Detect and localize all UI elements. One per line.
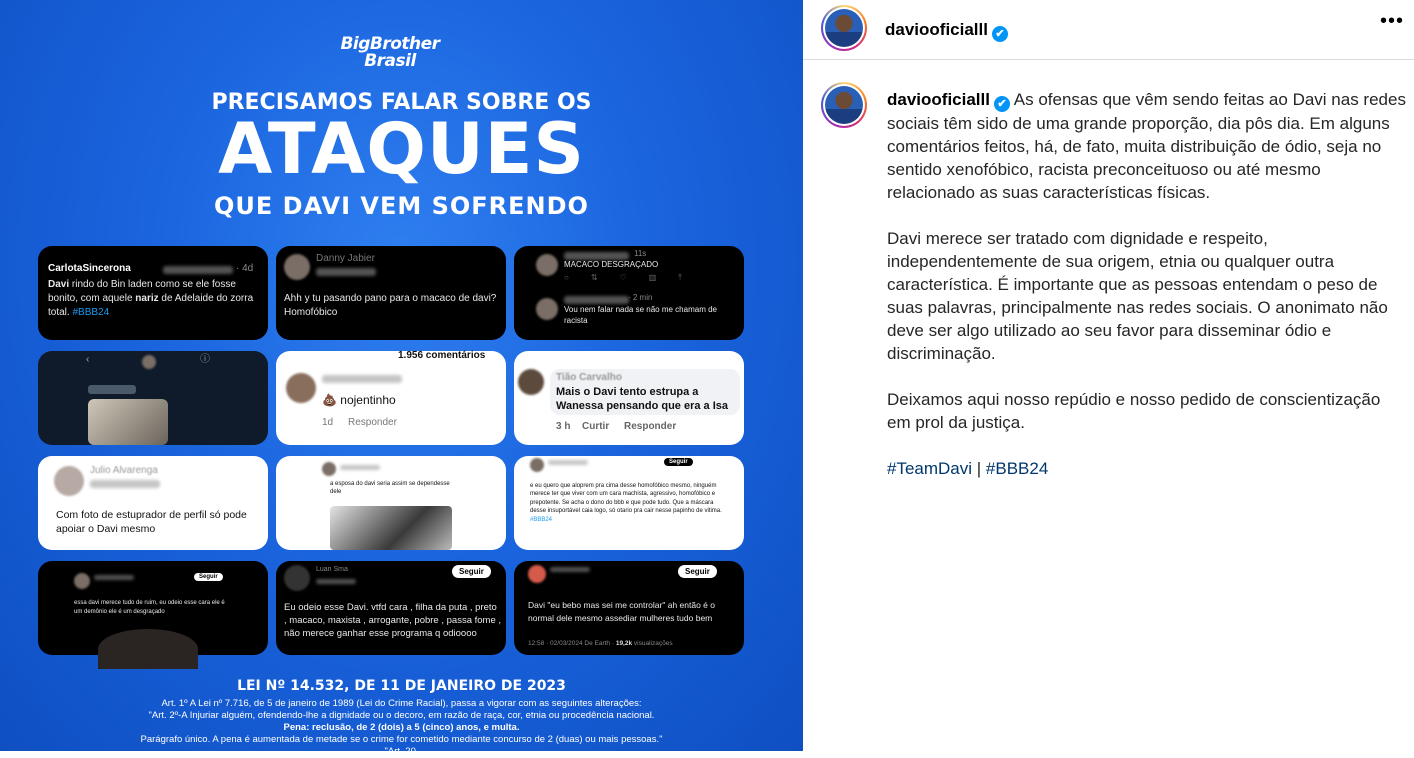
card6-avatar (518, 369, 544, 395)
headline-big: ATAQUES (218, 108, 585, 190)
comment-card-5 (276, 351, 506, 445)
card1-hashtag: #BBB24 (72, 307, 110, 318)
card1-name: CarlotaSincerona (48, 263, 131, 274)
caption-profile-photo (825, 86, 863, 124)
card3-text-2: Vou nem falar nada se não me chamam de racista (564, 305, 717, 325)
card11-follow-button: Seguir (452, 565, 491, 578)
hashtag-bbb24[interactable]: #BBB24 (985, 459, 1049, 478)
card3-avatar-1 (536, 254, 558, 276)
header-avatar[interactable] (821, 5, 867, 51)
post-header (803, 0, 1414, 60)
card3-time-1: 11s (634, 249, 647, 258)
headline-sub: QUE DAVI VEM SOFRENDO (214, 192, 589, 220)
card5-time: 1d (322, 417, 334, 428)
card7-avatar (54, 466, 84, 496)
card1-handle-blur (163, 266, 233, 274)
card2-handle-blur (316, 268, 376, 276)
comment-card-10 (38, 561, 268, 655)
hashtag-teamdavi[interactable]: #TeamDavi (887, 459, 973, 478)
card12-follow-button: Seguir (678, 565, 717, 578)
card6-time: 3 h (556, 421, 571, 432)
comment-card-3 (514, 246, 744, 340)
card9-avatar (530, 458, 544, 472)
card10-text: essa davi merece tudo de ruim, eu odeio esse cara ele é um demônio ele é um desgraçado (74, 600, 225, 615)
card9-text (530, 482, 730, 524)
card12-name-blur (550, 567, 590, 572)
card6-reply: Responder (624, 421, 677, 432)
card2-avatar (284, 254, 310, 280)
card3-time-2: · 2 min (628, 293, 653, 302)
law-line-1: Art. 1º A Lei nº 7.716, de 5 de janeiro de 1989 (Lei do Crime Racial), passa a vigorar com as seguintes alterações: (161, 698, 642, 709)
verified-badge-icon: ✔ (992, 26, 1008, 42)
card4-info-icon: ⓘ (200, 354, 210, 365)
profile-photo (825, 9, 863, 47)
logo-line1: BigBrother (340, 34, 440, 54)
card9-follow-button: Seguir (664, 458, 693, 466)
card8-name-blur (340, 465, 380, 470)
card7-name: Julio Alvarenga (90, 465, 158, 476)
card9-text-content: e eu quero que aloprem pra cima desse homofóbico mesmo, ninguém merece ter que viver com um cara machista, agressivo, homofóbico e prepotente. Se acha o dono do bbb e que pode tudo. Que a máscara desse insuportável caia logo, só otario pra cair nesse papinho de vitima. (530, 483, 722, 515)
card1-text-d: de Adelaide do zorra total. (48, 293, 254, 318)
card12-meta (528, 637, 673, 651)
card4-message-bubble (88, 385, 136, 394)
card1-text-c: nariz (135, 293, 159, 304)
caption-verified-badge-icon: ✔ (994, 96, 1010, 112)
caption-paragraph-3: Deixamos aqui nosso repúdio e nosso pedido de conscientização em prol da justiça. (887, 390, 1381, 432)
card5-name-blur (322, 375, 402, 383)
header-username-link[interactable] (885, 20, 1008, 42)
card6-like: Curtir (582, 421, 610, 432)
comment-card-2 (276, 246, 506, 340)
card12-meta-date: 12:58 · 02/03/2024 De Earth · (528, 640, 615, 647)
headline-top: PRECISAMOS FALAR SOBRE OS (211, 90, 592, 115)
card5-reply: Responder (348, 417, 397, 428)
law-title: LEI Nº 14.532, DE 11 DE JANEIRO DE 2023 (237, 678, 566, 694)
caption-paragraph-1 (887, 88, 1407, 204)
caption-paragraph-2: Davi merece ser tratado com dignidade e respeito, independentemente de sua origem, etnia ou qualquer outra característica. É importante que as pessoas entendam o peso de suas palavras, principalmente nas redes sociais. O anonimato não deve ser algo utilizado ao seu favor para disseminar ódio e discriminação. (887, 229, 1388, 363)
card4-image (88, 399, 168, 445)
card3-name-blur-2 (564, 296, 629, 304)
comment-card-4 (38, 351, 268, 445)
card12-views: 19,2k (615, 640, 633, 647)
card4-back-icon: ‹ (86, 354, 90, 365)
card6-name: Tião Carvalho (556, 372, 622, 383)
comment-card-11 (276, 561, 506, 655)
screenshot-grid (38, 246, 744, 656)
comment-card-8 (276, 456, 506, 550)
post-caption (887, 88, 1407, 503)
logo-line2: Brasil (364, 51, 416, 71)
card3-avatar-2 (536, 298, 558, 320)
caption-text-1: As ofensas que vêm sendo feitas ao Davi nas redes sociais têm sido de uma grande proporção, dia pôs dia. Em alguns comentários feitos, há, de fato, muita distribuição de ódio, seja no sentido xenofóbico, racista preconceituoso ou até mesmo relacionado as suas características físicas. (887, 90, 1406, 202)
comment-card-6 (514, 351, 744, 445)
law-section (0, 678, 803, 758)
caption-hashtags (887, 457, 1407, 480)
header-username[interactable]: daviooficialll (885, 20, 988, 39)
card10-follow-button: Seguir (194, 573, 223, 581)
card11-avatar (284, 565, 310, 591)
card8-text: a esposa do davi seria assim se dependesse dele (330, 481, 450, 495)
card8-image (330, 506, 452, 550)
card1-text-b: rindo do Bin laden como se ele fosse bonito, com aquele (48, 279, 236, 304)
card2-name: Danny Jabier (316, 253, 375, 264)
card9-name-blur (548, 460, 588, 465)
card12-text: Davi "eu bebo mas sei me controlar" ah então é o normal dele mesmo assediar mulheres tudo bem (528, 600, 715, 623)
law-line-5: "Art. 20. (384, 746, 419, 757)
card11-text: Eu odeio esse Davi. vtfd cara , filha da puta , preto , macaco, maxista , arrogante, pobre , passa fome , não merece ganhar esse programa q odioooo (284, 602, 502, 639)
law-line-4: Parágrafo único. A pena é aumentada de metade se o crime for cometido mediante concurso de 2 (duas) ou mais pessoas." (140, 734, 663, 745)
law-line-3: Pena: reclusão, de 2 (dois) a 5 (cinco) anos, e multa. (283, 722, 520, 733)
comment-card-9 (514, 456, 744, 550)
card11-name: Luan Sma (316, 566, 348, 573)
law-line-2: "Art. 2º-A Injuriar alguém, ofendendo-lhe a dignidade ou o decoro, em razão de raça, cor, etnia ou procedência nacional. (148, 710, 655, 721)
card8-avatar (322, 462, 336, 476)
post-side-panel (803, 0, 1414, 751)
caption-username[interactable]: daviooficialll (887, 90, 990, 109)
card1-text-a: Davi (48, 279, 70, 290)
card5-avatar (286, 373, 316, 403)
card12-avatar (528, 565, 546, 583)
card10-avatar (74, 573, 90, 589)
card5-comment-count: 1.956 comentários (398, 350, 486, 361)
more-options-icon[interactable]: ••• (1380, 10, 1405, 32)
comment-card-1 (38, 246, 268, 340)
card11-handle-blur (316, 579, 356, 584)
card3-text-1: MACACO DESGRAÇADO (564, 260, 659, 269)
bbb-logo (340, 36, 440, 70)
card5-text-content: nojentinho (340, 393, 396, 407)
card10-image (98, 629, 198, 669)
card6-text: Mais o Davi tento estrupa a Wanessa pensando que era a Isa (556, 386, 728, 412)
comment-card-7 (38, 456, 268, 550)
card4-avatar (142, 355, 156, 369)
card9-hashtag: #BBB24 (530, 516, 553, 523)
caption-avatar[interactable] (821, 82, 867, 128)
card1-time: · 4d (236, 263, 254, 274)
law-body (0, 698, 803, 758)
hashtag-separator: | (972, 459, 986, 478)
card1-text (48, 278, 260, 320)
card10-name-blur (94, 575, 134, 580)
card3-actions-1: ○⇅♡▥⤒ (564, 273, 704, 282)
card5-emoji: 💩 (322, 393, 337, 407)
comment-card-12 (514, 561, 744, 655)
card5-text (322, 393, 396, 407)
card2-text: Ahh y tu pasando pano para o macaco de davi? Homofóbico (284, 293, 497, 318)
card7-handle-blur (90, 480, 160, 488)
card7-text: Com foto de estuprador de perfil só pode apoiar o Davi mesmo (56, 509, 247, 535)
card12-views-label: visualizações (632, 640, 673, 647)
